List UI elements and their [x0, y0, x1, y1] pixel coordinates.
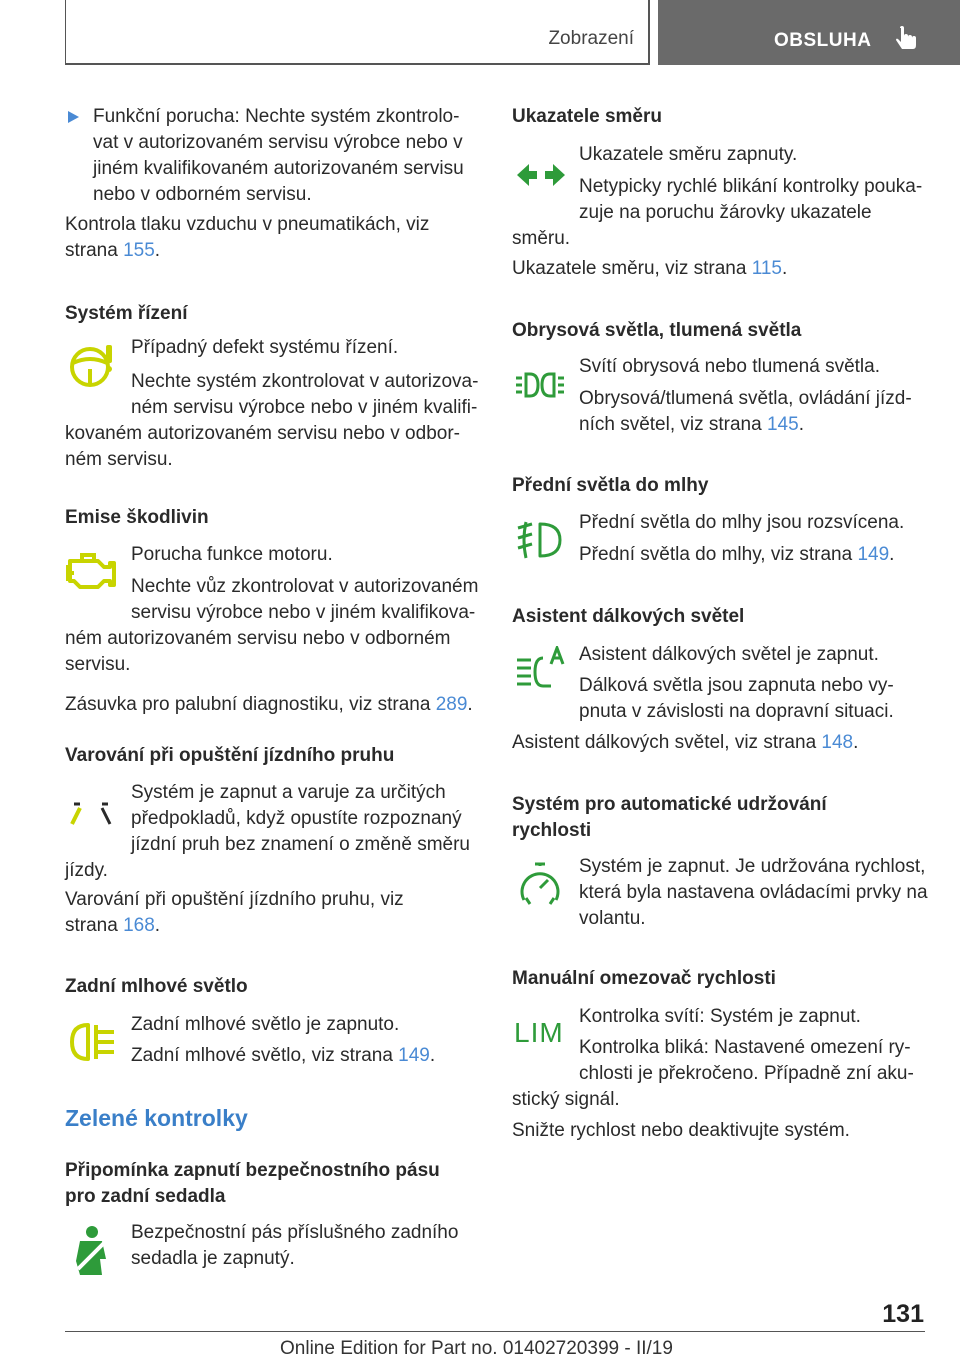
speed-limiter-text-4: stický signál. — [512, 1089, 620, 1110]
cruise-control-text-3: volantu. — [579, 908, 646, 929]
steering-text-4: kovaném autorizovaném servisu nebo v odbor‐ — [65, 423, 460, 444]
hand-pointer-icon — [892, 24, 922, 54]
cruise-control-text-1: Systém je zapnut. Je udržována rychlost, — [579, 856, 926, 877]
emissions-text-3: servisu výrobce nebo v jiném kvalifikova‐ — [131, 602, 476, 623]
emissions-heading: Emise škodlivin — [65, 507, 209, 528]
speed-limiter-text-5: Snižte rychlost nebo deaktivujte systém. — [512, 1120, 850, 1141]
header-bottom-rule — [65, 63, 649, 65]
turn-signal-ref: Ukazatele směru, viz strana 115. — [512, 258, 788, 279]
parking-lights-text-1: Svítí obrysová nebo tlumená světla. — [579, 356, 880, 377]
page-link-148[interactable]: 148 — [821, 732, 854, 753]
cruise-control-heading-1: Systém pro automatické udržování — [512, 794, 827, 815]
steering-warning-icon — [68, 341, 116, 389]
parking-lights-ref: ních světel, viz strana 145. — [579, 414, 804, 435]
turn-signal-text-2: Netypicky rychlé blikání kontrolky pouka‐ — [579, 176, 923, 197]
lane-text-4: jízdy. — [65, 860, 108, 881]
cruise-control-icon — [516, 862, 564, 908]
lane-ref-1: Varování při opuštění jízdního pruhu, viz — [65, 889, 404, 910]
page-link-145[interactable]: 145 — [766, 414, 799, 435]
speed-limiter-heading: Manuální omezovač rychlosti — [512, 968, 776, 989]
seatbelt-icon — [72, 1225, 110, 1277]
turn-signal-arrows-icon — [515, 161, 567, 189]
header-separator — [648, 0, 650, 65]
page-number: 131 — [882, 1300, 924, 1328]
front-fog-heading: Přední světla do mlhy — [512, 475, 709, 496]
speed-limiter-lim-icon: LIM — [514, 1017, 564, 1048]
rear-fog-ref: Zadní mlhové světlo, viz strana 149. — [131, 1045, 436, 1066]
steering-heading: Systém řízení — [65, 303, 188, 324]
highbeam-assist-icon — [515, 646, 567, 692]
cruise-control-heading-2: rychlosti — [512, 820, 592, 841]
lane-text-3: jízdní pruh bez znamení o změně směru — [131, 834, 471, 855]
turn-signal-heading: Ukazatele směru — [512, 106, 662, 127]
highbeam-assist-text-2: Dálková světla jsou zapnuta nebo vy‐ — [579, 675, 894, 696]
speed-limiter-text-1: Kontrolka svítí: Systém je zapnut. — [579, 1006, 861, 1027]
page-link-289[interactable]: 289 — [435, 694, 468, 715]
front-fog-text: Přední světla do mlhy jsou rozsvícena. — [579, 512, 905, 533]
parking-lights-icon — [514, 370, 566, 400]
steering-text-3: ném servisu výrobce nebo v jiném kvalifi‐ — [131, 397, 478, 418]
emissions-text-1: Porucha funkce motoru. — [131, 544, 333, 565]
lane-departure-icon — [68, 800, 114, 826]
front-fog-ref: Přední světla do mlhy, viz strana 149. — [579, 544, 895, 565]
footer-rule — [65, 1331, 925, 1332]
turn-signal-text-1: Ukazatele směru zapnuty. — [579, 144, 798, 165]
page-link-149[interactable]: 149 — [398, 1045, 430, 1066]
tire-ref-line-2: strana 155. — [65, 240, 161, 261]
emissions-text-4: ném autorizovaném servisu nebo v odborném — [65, 628, 451, 649]
front-fog-light-icon — [516, 520, 564, 560]
bullet-triangle-icon — [68, 111, 79, 123]
engine-warning-icon — [66, 551, 118, 593]
lane-heading: Varování při opuštění jízdního pruhu — [65, 745, 395, 766]
highbeam-assist-text-3: pnuta v závislosti na dopravní situaci. — [579, 701, 894, 722]
diagnostics-ref: Zásuvka pro palubní diagnostiku, viz strana 289. — [65, 694, 473, 715]
malfunction-text-2: vat v autorizovaném servisu výrobce nebo v — [93, 132, 463, 153]
rear-fog-light-icon — [68, 1021, 118, 1063]
footer-edition: Online Edition for Part no. 01402720399 - II/19 — [280, 1338, 673, 1359]
speed-limiter-text-3: chlosti je překročeno. Případně zní aku‐ — [579, 1063, 914, 1084]
highbeam-assist-ref: Asistent dálkových světel, viz strana 148. — [512, 732, 859, 753]
header-chapter-label: OBSLUHA — [774, 30, 872, 51]
page-link-149-front[interactable]: 149 — [857, 544, 890, 565]
rear-fog-heading: Zadní mlhové světlo — [65, 976, 248, 997]
belt-heading-2: pro zadní sedadla — [65, 1186, 226, 1207]
belt-text-1: Bezpečnostní pás příslušného zadního — [131, 1222, 459, 1243]
malfunction-text-4: nebo v odborném servisu. — [93, 184, 312, 205]
cruise-control-text-2: která byla nastavena ovládacími prvky na — [579, 882, 928, 903]
header-section-title: Zobrazení — [548, 28, 634, 49]
page-link-155[interactable]: 155 — [123, 240, 155, 261]
tire-ref-text-1: Kontrola tlaku vzduchu v pneumatikách, viz — [65, 214, 430, 235]
parking-lights-heading: Obrysová světla, tlumená světla — [512, 320, 802, 341]
page-link-168[interactable]: 168 — [123, 915, 155, 936]
lane-ref-2: strana 168. — [65, 915, 161, 936]
emissions-text-2: Nechte vůz zkontrolovat v autorizovaném — [131, 576, 479, 597]
speed-limiter-text-2: Kontrolka bliká: Nastavené omezení ry‐ — [579, 1037, 911, 1058]
rear-fog-text: Zadní mlhové světlo je zapnuto. — [131, 1014, 400, 1035]
steering-text-2: Nechte systém zkontrolovat v autorizova‐ — [131, 371, 479, 392]
malfunction-text-3: jiném kvalifikovaném autorizovaném servisu — [93, 158, 464, 179]
parking-lights-text-2: Obrysová/tlumená světla, ovládání jízd‐ — [579, 388, 912, 409]
header-left-rule — [65, 0, 66, 64]
belt-text-2: sedadla je zapnutý. — [131, 1248, 295, 1269]
green-indicators-heading: Zelené kontrolky — [65, 1105, 248, 1131]
page-link-115[interactable]: 115 — [751, 258, 782, 279]
belt-heading-1: Připomínka zapnutí bezpečnostního pásu — [65, 1160, 440, 1181]
lane-text-1: Systém je zapnut a varuje za určitých — [131, 782, 446, 803]
highbeam-assist-text-1: Asistent dálkových světel je zapnut. — [579, 644, 879, 665]
turn-signal-text-4: směru. — [512, 228, 571, 249]
turn-signal-text-3: zuje na poruchu žárovky ukazatele — [579, 202, 872, 223]
steering-text-5: ném servisu. — [65, 449, 173, 470]
malfunction-text-1: Funkční porucha: Nechte systém zkontrolo‐ — [93, 106, 460, 127]
steering-text-1: Případný defekt systému řízení. — [131, 337, 399, 358]
lane-text-2: předpokladů, když opustíte rozpoznaný — [131, 808, 462, 829]
emissions-text-5: servisu. — [65, 654, 131, 675]
highbeam-assist-heading: Asistent dálkových světel — [512, 606, 745, 627]
